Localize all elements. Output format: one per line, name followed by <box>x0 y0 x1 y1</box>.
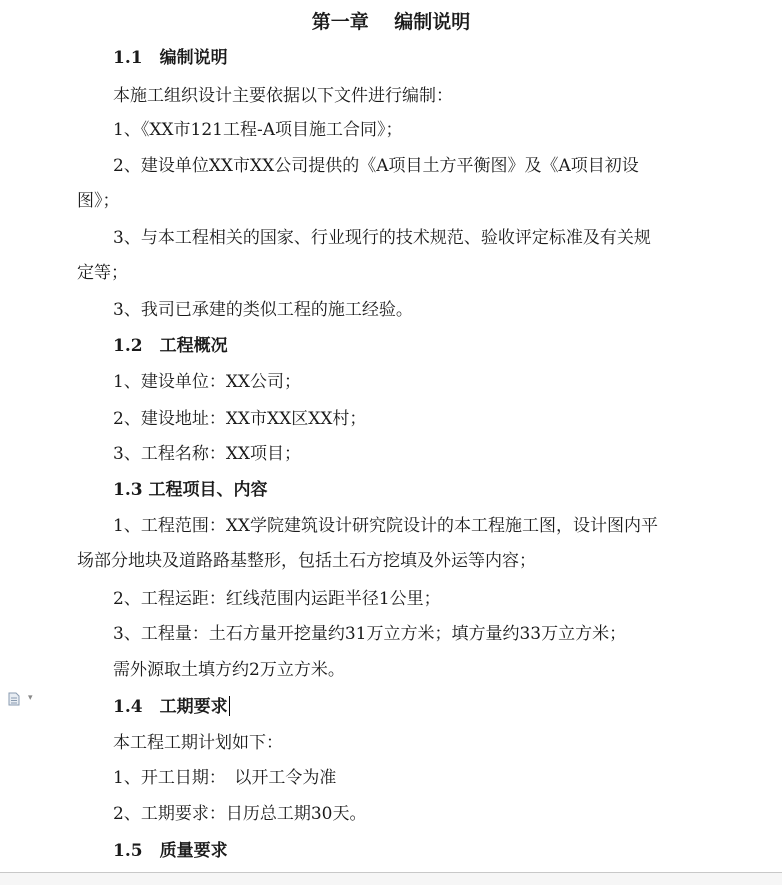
body-text-line: 2、工程运距：红线范围内运距半径1公里； <box>113 589 441 609</box>
body-text-line: 本工程工期计划如下： <box>113 733 283 753</box>
section-heading: 1.4 工期要求 <box>113 697 228 717</box>
section-heading: 1.3 工程项目、内容 <box>113 480 268 500</box>
body-text-line: 需外源取土填方约2万立方米。 <box>113 660 345 680</box>
body-text-line: 3、与本工程相关的国家、行业现行的技术规范、验收评定标准及有关规 <box>113 228 651 248</box>
body-text-line: 2、建设地址：XX市XX区XX村； <box>113 409 367 429</box>
paragraph-options-icon[interactable] <box>8 692 20 706</box>
section-heading: 1.1 编制说明 <box>113 48 228 68</box>
body-text-line: 1、开工日期： 以开工令为准 <box>113 768 337 788</box>
body-text-line: 3、工程量：土石方量开挖量约31万立方米；填方量约33万立方米； <box>113 624 627 644</box>
section-heading: 1.2 工程概况 <box>113 336 228 356</box>
section-heading: 1.5 质量要求 <box>113 841 228 861</box>
body-text-line: 2、建设单位XX市XX公司提供的《A项目土方平衡图》及《A项目初设 <box>113 156 639 176</box>
status-bar <box>0 872 782 885</box>
body-text-line: 图》； <box>77 191 120 211</box>
body-text-line: 3、工程名称：XX项目； <box>113 444 302 464</box>
body-text-line: 1、工程范围：XX学院建筑设计研究院设计的本工程施工图，设计图内平 <box>113 516 659 536</box>
body-text-line: 1、《XX市121工程-A项目施工合同》； <box>113 120 403 140</box>
chapter-title: 第一章 编制说明 <box>311 11 471 33</box>
body-text-line: 2、工期要求：日历总工期30天。 <box>113 804 367 824</box>
text-cursor <box>229 696 230 716</box>
body-text-line: 本施工组织设计主要依据以下文件进行编制： <box>113 86 453 106</box>
body-text-line: 1、建设单位：XX公司； <box>113 372 302 392</box>
body-text-line: 场部分地块及道路路基整形，包括土石方挖填及外运等内容； <box>77 551 536 571</box>
paragraph-options-dropdown-icon[interactable]: ▾ <box>28 693 33 703</box>
body-text-line: 定等； <box>77 263 128 283</box>
body-text-line: 3、我司已承建的类似工程的施工经验。 <box>113 300 413 320</box>
